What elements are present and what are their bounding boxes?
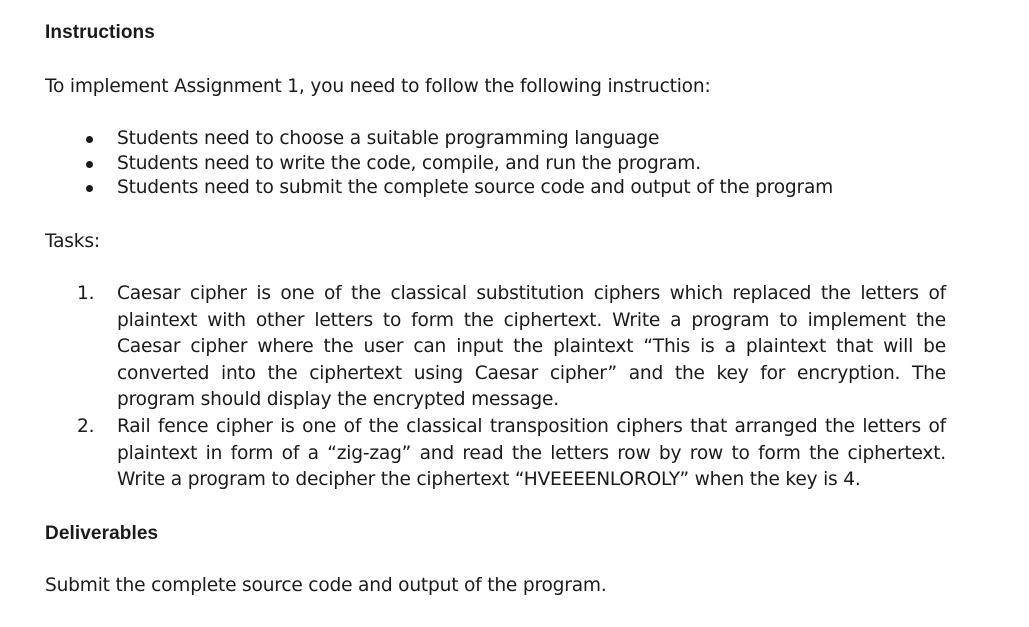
tasks-label: Tasks: <box>45 231 100 252</box>
list-item <box>0 152 833 177</box>
tasks-list <box>0 281 946 494</box>
bullet-text: Students need to submit the complete source code and output of the program <box>117 177 834 198</box>
list-item <box>0 127 833 152</box>
bullet-icon <box>86 161 93 168</box>
instructions-bullet-list <box>0 127 833 201</box>
bullet-icon <box>86 136 93 143</box>
bullet-text: Students need to choose a suitable programming language <box>117 128 660 149</box>
task-item <box>0 414 946 494</box>
deliverables-heading: Deliverables <box>45 523 159 544</box>
task-item <box>0 281 946 414</box>
bullet-text: Students need to write the code, compile, and run the program. <box>117 152 701 174</box>
task-text: Rail fence cipher is one of the classical transposition ciphers that arranged the letters of plaintext in form of a “zig-zag” and read the letters row by row to form the ciphertext. Write a program to decipher the ciphertext “HVEEEENLOROLY” when the key is 4. <box>117 415 946 491</box>
instructions-heading: Instructions <box>45 22 155 43</box>
instructions-intro: To implement Assignment 1, you need to follow the following instruction: <box>45 76 711 97</box>
deliverables-text: Submit the complete source code and output of the program. <box>45 575 607 596</box>
task-number: 1. <box>77 283 95 304</box>
list-item <box>0 176 833 201</box>
bullet-icon <box>86 185 93 192</box>
task-number: 2. <box>77 415 95 437</box>
task-text: Caesar cipher is one of the classical substitution ciphers which replaced the letters of plaintext with other letters to form the ciphertext. Write a program to implement the Caesar cipher where the user can input the plaintext “This is a plaintext that will be converted into the ciphertext using Caesar cipher” and the key for encryption. The program should display the encrypted message. <box>117 283 946 411</box>
